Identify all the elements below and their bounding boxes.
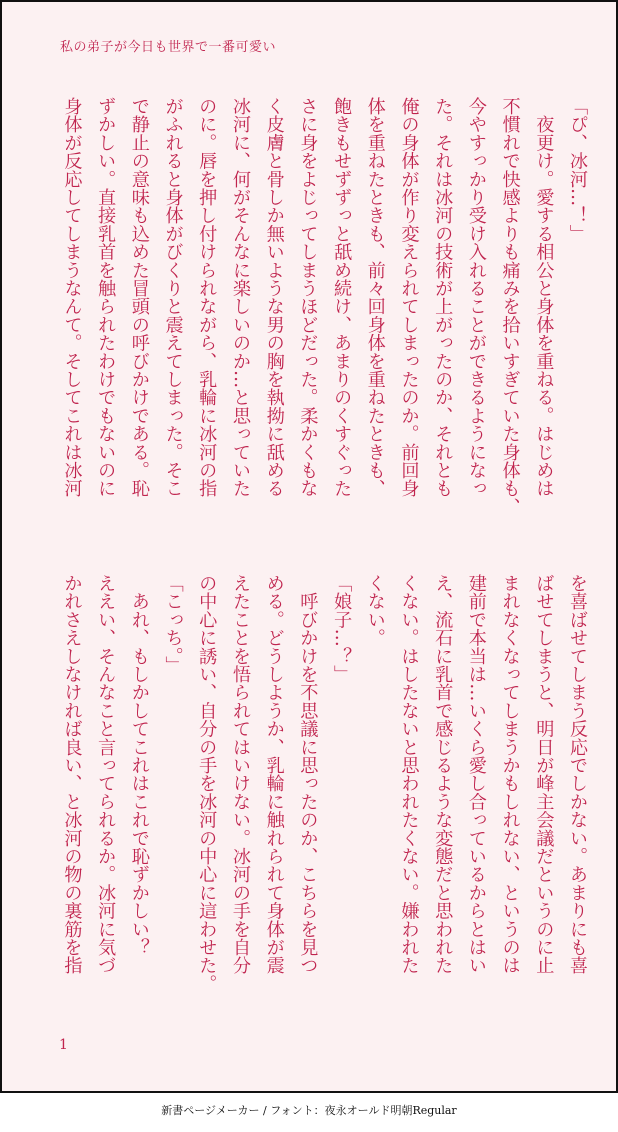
text-line: 呼びかけを不思議に思ったのか、こちらを見つ	[297, 574, 319, 975]
text-line: ええい、そんなこと言ってられるか。冰河に気づ	[95, 574, 117, 975]
page-title: 私の弟子が今日も世界で一番可愛い	[60, 40, 277, 55]
text-line: の中心に誘い、自分の手を冰河の中心に這わせた。	[196, 574, 218, 993]
text-line: た。それは冰河の技術が上がったのか、それとも	[432, 97, 454, 498]
text-line: を喜ばせてしまう反応でしかない。あまりにも喜	[567, 574, 588, 975]
text-line: 飽きもせずずっと舐め続け、あまりのくすぐった	[331, 97, 353, 498]
text-line: えたことを悟られてはいけない。冰河の手を自分	[229, 574, 251, 975]
text-line: ばせてしまうと、明日が峰主会議だというのに止	[533, 574, 555, 975]
text-line: 「娘子…？」	[331, 574, 353, 684]
text-line: 俺の身体が作り変えられてしまったのか。前回身	[398, 97, 420, 498]
text-line: 今やすっかり受け入れることができるようになっ	[465, 97, 487, 498]
text-line: 不慣れで快感よりも痛みを拾いすぎていた身体も、	[499, 97, 521, 516]
text-line: く皮膚と骨しか無いような男の胸を執拗に舐める	[263, 97, 285, 498]
text-line: める。どうしようか、乳輪に触れられて身体が震	[263, 574, 285, 975]
footer-credit: 新書ページメーカー / フォント：夜永オールド明朝Regular	[161, 1104, 457, 1117]
text-line: で静止の意味も込めた冒頭の呼びかけである。恥	[128, 97, 150, 498]
text-line: さに身をよじってしまうほどだった。柔かくもな	[297, 97, 319, 498]
text-line: のに。唇を押し付けられながら、乳輪に冰河の指	[196, 97, 218, 498]
text-line: え、流石に乳首で感じるような変態だと思われた	[432, 574, 454, 975]
text-line: 身体が反応してしまうなんて。そしてこれは冰河	[61, 97, 83, 498]
text-line: 冰河に、何がそんなに楽しいのか…と思っていた	[229, 97, 251, 498]
body-text-lower	[60, 574, 594, 1014]
text-line: あれ、もしかしてこれはこれで恥ずかしい？	[128, 574, 150, 957]
text-line: まれなくなってしまうかもしれない、というのは	[499, 574, 521, 975]
text-line: ずかしい。直接乳首を触られたわけでもないのに	[95, 97, 117, 498]
page-number: 1	[59, 1037, 68, 1053]
text-line: 夜更け。愛する相公と身体を重ねる。はじめは	[533, 97, 555, 498]
text-line: 「こっち。」	[162, 574, 184, 675]
text-line: 建前で本当は…いくら愛し合っているからとはい	[465, 574, 487, 975]
text-line: 体を重ねたときも、前々回身体を重ねたときも、	[364, 97, 386, 498]
body-text-upper	[60, 97, 594, 537]
text-line: 「ぴ、冰河…！」	[567, 97, 588, 243]
text-line: くない。	[364, 574, 386, 647]
text-line: くない。はしたないと思われたくない。嫌われた	[398, 574, 420, 975]
text-line: がふれると身体がびくりと震えてしまった。そこ	[162, 97, 184, 498]
text-line: かれさえしなければ良い、と冰河の物の裏筋を指	[61, 574, 83, 975]
